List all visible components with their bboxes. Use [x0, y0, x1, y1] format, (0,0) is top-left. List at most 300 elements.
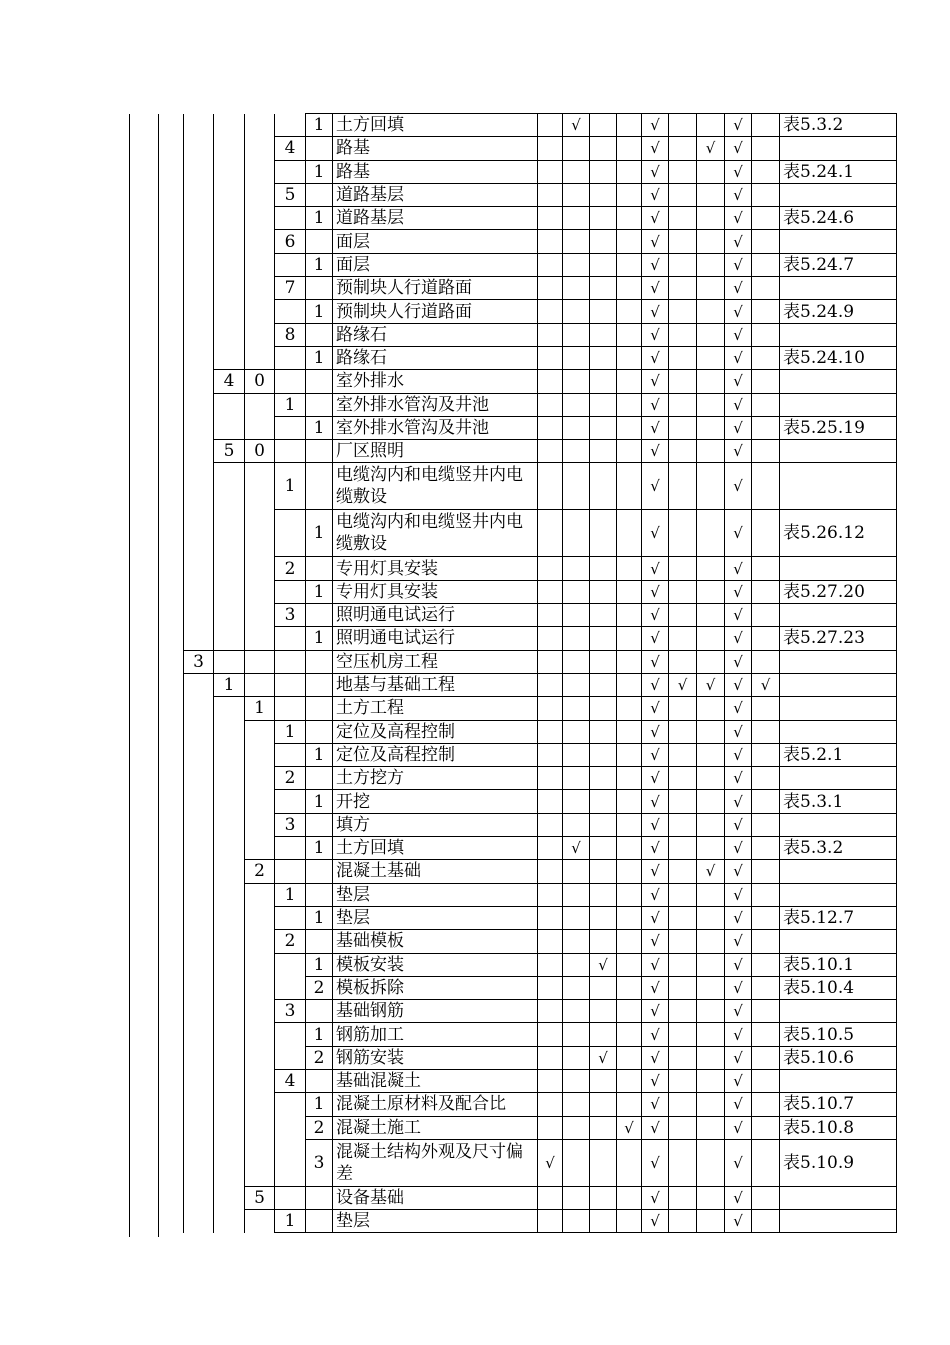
- check-mark-cell: [617, 860, 642, 883]
- level-5-code: 1: [306, 743, 333, 766]
- check-mark-cell: [697, 277, 725, 300]
- level-4-code: 7: [275, 277, 306, 300]
- check-mark-cell: [590, 1116, 617, 1139]
- level-4-code: [275, 1046, 306, 1069]
- level-4-code: 5: [275, 183, 306, 206]
- item-name: 填方: [333, 813, 538, 836]
- item-name: 厂区照明: [333, 440, 538, 463]
- item-name: 开挖: [333, 790, 538, 813]
- level-3-code: [245, 1093, 275, 1116]
- check-mark-cell: [590, 837, 617, 860]
- check-mark-cell: [538, 253, 563, 276]
- item-name: 垫层: [333, 883, 538, 906]
- check-mark-cell: [563, 160, 590, 183]
- check-mark-cell: [563, 277, 590, 300]
- check-mark-cell: [617, 440, 642, 463]
- level-1-code: [184, 1186, 214, 1209]
- check-mark-cell: [752, 837, 780, 860]
- check-mark-cell: [697, 837, 725, 860]
- check-mark-cell: [697, 1210, 725, 1233]
- check-mark-cell: [697, 557, 725, 580]
- level-1-code: [184, 557, 214, 580]
- check-mark-cell: [669, 1069, 697, 1092]
- check-mark-cell: [538, 650, 563, 673]
- check-mark-cell: [538, 1023, 563, 1046]
- table-row: [184, 1046, 897, 1069]
- level-3-code: [245, 813, 275, 836]
- check-mark-cell: [617, 1000, 642, 1023]
- table-reference: 表5.10.8: [780, 1116, 897, 1139]
- item-name: 土方回填: [333, 837, 538, 860]
- check-mark-cell: [617, 1023, 642, 1046]
- check-mark-cell: [590, 323, 617, 346]
- check-mark-cell: [617, 604, 642, 627]
- check-mark-cell: [538, 1093, 563, 1116]
- table-reference: 表5.27.23: [780, 627, 897, 650]
- level-5-code: 1: [306, 253, 333, 276]
- table-reference: [780, 1069, 897, 1092]
- table-reference: 表5.2.1: [780, 743, 897, 766]
- level-2-code: [214, 463, 245, 510]
- check-mark-cell: √: [752, 673, 780, 696]
- level-1-code: [184, 230, 214, 253]
- check-mark-cell: √: [642, 557, 669, 580]
- check-mark-cell: [590, 1093, 617, 1116]
- level-2-code: [214, 627, 245, 650]
- level-1-code: [184, 160, 214, 183]
- check-mark-cell: [752, 976, 780, 999]
- check-mark-cell: √: [642, 230, 669, 253]
- check-mark-cell: [617, 416, 642, 439]
- check-mark-cell: [669, 114, 697, 137]
- table-row: [184, 697, 897, 720]
- check-mark-cell: √: [642, 440, 669, 463]
- check-mark-cell: [563, 953, 590, 976]
- check-mark-cell: [563, 300, 590, 323]
- check-mark-cell: [697, 207, 725, 230]
- level-3-code: [245, 604, 275, 627]
- check-mark-cell: [697, 253, 725, 276]
- check-mark-cell: [697, 1116, 725, 1139]
- item-name: 路基: [333, 160, 538, 183]
- check-mark-cell: √: [642, 510, 669, 557]
- check-mark-cell: √: [725, 323, 752, 346]
- check-mark-cell: [752, 253, 780, 276]
- check-mark-cell: [538, 510, 563, 557]
- check-mark-cell: √: [725, 930, 752, 953]
- level-3-code: [245, 767, 275, 790]
- check-mark-cell: √: [617, 1116, 642, 1139]
- level-4-code: 1: [275, 883, 306, 906]
- level-5-code: 1: [306, 300, 333, 323]
- level-3-code: 5: [245, 1186, 275, 1209]
- check-mark-cell: [590, 860, 617, 883]
- level-4-code: [275, 207, 306, 230]
- level-1-code: [184, 346, 214, 369]
- check-mark-cell: [617, 300, 642, 323]
- level-4-code: [275, 370, 306, 393]
- check-mark-cell: [669, 883, 697, 906]
- level-1-code: [184, 1116, 214, 1139]
- check-mark-cell: √: [725, 1093, 752, 1116]
- check-mark-cell: [752, 114, 780, 137]
- check-mark-cell: [752, 790, 780, 813]
- check-mark-cell: [590, 160, 617, 183]
- check-mark-cell: [538, 837, 563, 860]
- item-name: 电缆沟内和电缆竖井内电缆敷设: [333, 463, 538, 510]
- check-mark-cell: [590, 976, 617, 999]
- level-3-code: [245, 673, 275, 696]
- level-2-code: [214, 743, 245, 766]
- table-reference: 表5.3.1: [780, 790, 897, 813]
- check-mark-cell: [538, 114, 563, 137]
- level-1-code: [184, 813, 214, 836]
- table-row: [184, 1023, 897, 1046]
- table-row: [184, 580, 897, 603]
- table-reference: [780, 650, 897, 673]
- check-mark-cell: [590, 1186, 617, 1209]
- level-1-code: [184, 1046, 214, 1069]
- level-2-code: [214, 277, 245, 300]
- level-3-code: [245, 906, 275, 929]
- check-mark-cell: [617, 790, 642, 813]
- check-mark-cell: [590, 557, 617, 580]
- check-mark-cell: [590, 277, 617, 300]
- check-mark-cell: [697, 183, 725, 206]
- item-name: 混凝土基础: [333, 860, 538, 883]
- check-mark-cell: [563, 627, 590, 650]
- check-mark-cell: [563, 860, 590, 883]
- check-mark-cell: [590, 930, 617, 953]
- check-mark-cell: [538, 463, 563, 510]
- check-mark-cell: [590, 673, 617, 696]
- level-4-code: 4: [275, 137, 306, 160]
- check-mark-cell: √: [725, 207, 752, 230]
- check-mark-cell: [669, 604, 697, 627]
- table-row: [184, 860, 897, 883]
- level-2-code: [214, 1139, 245, 1186]
- check-mark-cell: [752, 1210, 780, 1233]
- table-row: [184, 743, 897, 766]
- level-4-code: [275, 440, 306, 463]
- check-mark-cell: [697, 393, 725, 416]
- level-3-code: [245, 230, 275, 253]
- check-mark-cell: [538, 1186, 563, 1209]
- item-name: 混凝土施工: [333, 1116, 538, 1139]
- level-1-code: [184, 300, 214, 323]
- check-mark-cell: [697, 300, 725, 323]
- level-1-code: [184, 697, 214, 720]
- check-mark-cell: √: [725, 510, 752, 557]
- level-2-code: [214, 346, 245, 369]
- level-3-code: [245, 720, 275, 743]
- level-1-code: [184, 114, 214, 137]
- level-3-code: [245, 930, 275, 953]
- check-mark-cell: [669, 953, 697, 976]
- check-mark-cell: [563, 137, 590, 160]
- check-mark-cell: √: [642, 463, 669, 510]
- check-mark-cell: [590, 440, 617, 463]
- check-mark-cell: [697, 627, 725, 650]
- table-row: [184, 370, 897, 393]
- check-mark-cell: √: [725, 1186, 752, 1209]
- level-4-code: 8: [275, 323, 306, 346]
- check-mark-cell: [752, 346, 780, 369]
- table-row: [184, 720, 897, 743]
- check-mark-cell: √: [725, 1000, 752, 1023]
- check-mark-cell: [752, 277, 780, 300]
- check-mark-cell: √: [642, 300, 669, 323]
- table-reference: 表5.10.7: [780, 1093, 897, 1116]
- level-4-code: 3: [275, 604, 306, 627]
- check-mark-cell: √: [642, 650, 669, 673]
- level-5-code: [306, 767, 333, 790]
- level-1-code: [184, 580, 214, 603]
- check-mark-cell: [617, 697, 642, 720]
- check-mark-cell: [752, 137, 780, 160]
- check-mark-cell: [752, 930, 780, 953]
- check-mark-cell: [617, 370, 642, 393]
- check-mark-cell: [669, 370, 697, 393]
- item-name: 室外排水管沟及井池: [333, 416, 538, 439]
- level-1-code: [184, 837, 214, 860]
- table-reference: [780, 860, 897, 883]
- check-mark-cell: √: [725, 300, 752, 323]
- level-2-code: [214, 1000, 245, 1023]
- table-row: [184, 137, 897, 160]
- level-5-code: 1: [306, 346, 333, 369]
- level-5-code: [306, 1000, 333, 1023]
- check-mark-cell: [617, 673, 642, 696]
- check-mark-cell: [538, 976, 563, 999]
- check-mark-cell: [669, 346, 697, 369]
- check-mark-cell: [752, 510, 780, 557]
- table-reference: 表5.24.9: [780, 300, 897, 323]
- check-mark-cell: [617, 393, 642, 416]
- check-mark-cell: [590, 393, 617, 416]
- level-5-code: [306, 137, 333, 160]
- check-mark-cell: [617, 930, 642, 953]
- level-5-code: 1: [306, 114, 333, 137]
- level-1-code: [184, 1000, 214, 1023]
- level-2-code: [214, 160, 245, 183]
- table-row: [184, 627, 897, 650]
- check-mark-cell: √: [642, 837, 669, 860]
- check-mark-cell: [669, 837, 697, 860]
- table-reference: [780, 323, 897, 346]
- level-2-code: [214, 650, 245, 673]
- level-2-code: [214, 790, 245, 813]
- level-3-code: [245, 1069, 275, 1092]
- check-mark-cell: √: [697, 673, 725, 696]
- level-2-code: [214, 1116, 245, 1139]
- check-mark-cell: [669, 650, 697, 673]
- check-mark-cell: [697, 790, 725, 813]
- check-mark-cell: [697, 416, 725, 439]
- check-mark-cell: √: [725, 253, 752, 276]
- level-5-code: [306, 393, 333, 416]
- level-2-code: [214, 253, 245, 276]
- table-row: [184, 416, 897, 439]
- level-2-code: [214, 323, 245, 346]
- check-mark-cell: [697, 813, 725, 836]
- level-3-code: 0: [245, 440, 275, 463]
- level-5-code: 1: [306, 580, 333, 603]
- level-4-code: 3: [275, 1000, 306, 1023]
- check-mark-cell: [538, 440, 563, 463]
- level-2-code: [214, 720, 245, 743]
- check-mark-cell: √: [697, 860, 725, 883]
- check-mark-cell: √: [563, 837, 590, 860]
- level-2-code: [214, 604, 245, 627]
- check-mark-cell: [563, 720, 590, 743]
- table-row: [184, 906, 897, 929]
- table-row: [184, 230, 897, 253]
- level-5-code: [306, 1210, 333, 1233]
- check-mark-cell: [617, 627, 642, 650]
- check-mark-cell: [590, 720, 617, 743]
- check-mark-cell: [669, 743, 697, 766]
- level-5-code: [306, 720, 333, 743]
- check-mark-cell: √: [642, 883, 669, 906]
- level-1-code: [184, 253, 214, 276]
- level-4-code: 1: [275, 393, 306, 416]
- check-mark-cell: √: [642, 207, 669, 230]
- check-mark-cell: [669, 160, 697, 183]
- check-mark-cell: √: [725, 137, 752, 160]
- check-mark-cell: [563, 1069, 590, 1092]
- level-1-code: [184, 767, 214, 790]
- check-mark-cell: [697, 323, 725, 346]
- check-mark-cell: [538, 860, 563, 883]
- table-reference: 表5.10.4: [780, 976, 897, 999]
- check-mark-cell: [697, 580, 725, 603]
- check-mark-cell: [563, 767, 590, 790]
- level-5-code: [306, 277, 333, 300]
- level-1-code: [184, 370, 214, 393]
- level-3-code: [245, 976, 275, 999]
- level-5-code: 2: [306, 1046, 333, 1069]
- level-1-code: [184, 277, 214, 300]
- table-reference: 表5.10.5: [780, 1023, 897, 1046]
- check-mark-cell: √: [725, 1069, 752, 1092]
- level-4-code: [275, 1139, 306, 1186]
- level-3-code: [245, 300, 275, 323]
- check-mark-cell: √: [725, 463, 752, 510]
- check-mark-cell: √: [642, 976, 669, 999]
- table-reference: [780, 720, 897, 743]
- check-mark-cell: [669, 697, 697, 720]
- check-mark-cell: [697, 160, 725, 183]
- check-mark-cell: [538, 697, 563, 720]
- check-mark-cell: √: [725, 673, 752, 696]
- level-1-code: [184, 323, 214, 346]
- check-mark-cell: [563, 1186, 590, 1209]
- check-mark-cell: √: [642, 953, 669, 976]
- level-2-code: [214, 1186, 245, 1209]
- check-mark-cell: [669, 1210, 697, 1233]
- level-4-code: [275, 650, 306, 673]
- check-mark-cell: √: [538, 1139, 563, 1186]
- check-mark-cell: √: [725, 370, 752, 393]
- check-mark-cell: √: [725, 160, 752, 183]
- item-name: 模板拆除: [333, 976, 538, 999]
- check-mark-cell: [752, 720, 780, 743]
- table-row: [184, 346, 897, 369]
- check-mark-cell: [617, 1069, 642, 1092]
- level-1-code: [184, 1069, 214, 1092]
- table-row: [184, 790, 897, 813]
- table-row: [184, 183, 897, 206]
- check-mark-cell: [752, 1093, 780, 1116]
- check-mark-cell: √: [642, 767, 669, 790]
- check-mark-cell: [617, 580, 642, 603]
- level-2-code: [214, 510, 245, 557]
- check-mark-cell: [752, 300, 780, 323]
- check-mark-cell: [697, 1139, 725, 1186]
- level-2-code: [214, 1093, 245, 1116]
- level-5-code: 1: [306, 416, 333, 439]
- check-mark-cell: [563, 650, 590, 673]
- check-mark-cell: [669, 1093, 697, 1116]
- check-mark-cell: [563, 580, 590, 603]
- level-3-code: [245, 557, 275, 580]
- level-4-code: [275, 976, 306, 999]
- item-name: 模板安装: [333, 953, 538, 976]
- check-mark-cell: [590, 300, 617, 323]
- check-mark-cell: [563, 930, 590, 953]
- item-name: 定位及高程控制: [333, 720, 538, 743]
- check-mark-cell: √: [725, 813, 752, 836]
- level-5-code: [306, 557, 333, 580]
- check-mark-cell: [538, 604, 563, 627]
- check-mark-cell: [590, 650, 617, 673]
- item-name: 混凝土结构外观及尺寸偏差: [333, 1139, 538, 1186]
- level-2-code: 5: [214, 440, 245, 463]
- level-5-code: 1: [306, 906, 333, 929]
- check-mark-cell: √: [725, 114, 752, 137]
- table-reference: [780, 930, 897, 953]
- check-mark-cell: [752, 813, 780, 836]
- level-2-code: [214, 1046, 245, 1069]
- level-4-code: 1: [275, 1210, 306, 1233]
- level-4-code: [275, 580, 306, 603]
- level-1-code: [184, 440, 214, 463]
- check-mark-cell: [697, 1093, 725, 1116]
- check-mark-cell: √: [697, 137, 725, 160]
- level-3-code: [245, 1000, 275, 1023]
- check-mark-cell: [538, 1069, 563, 1092]
- level-4-code: [275, 114, 306, 137]
- level-1-code: [184, 1139, 214, 1186]
- level-3-code: [245, 743, 275, 766]
- item-name: 垫层: [333, 906, 538, 929]
- check-mark-cell: [752, 906, 780, 929]
- check-mark-cell: √: [642, 346, 669, 369]
- check-mark-cell: [563, 207, 590, 230]
- level-3-code: [245, 137, 275, 160]
- check-mark-cell: √: [725, 976, 752, 999]
- check-mark-cell: [538, 930, 563, 953]
- check-mark-cell: [563, 183, 590, 206]
- level-3-code: [245, 1139, 275, 1186]
- check-mark-cell: [669, 253, 697, 276]
- check-mark-cell: [752, 1000, 780, 1023]
- level-4-code: [275, 906, 306, 929]
- check-mark-cell: [617, 323, 642, 346]
- check-mark-cell: √: [725, 1139, 752, 1186]
- check-mark-cell: [697, 1046, 725, 1069]
